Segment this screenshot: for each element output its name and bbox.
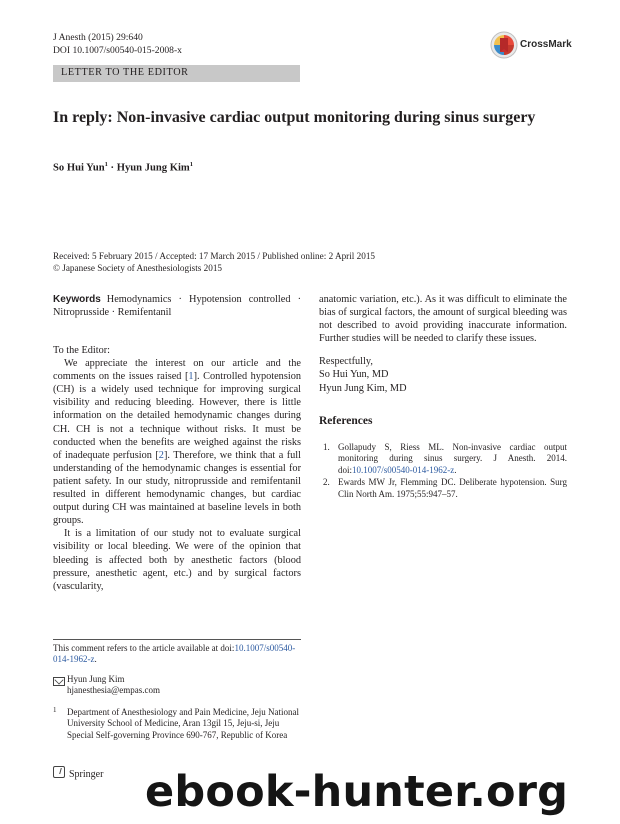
reference-text: Ewards MW Jr, Flemming DC. Deliberate hypotension. Surg Clin North Am. 1975;55:947–57.: [338, 477, 567, 499]
reference-number: 1.: [323, 442, 330, 452]
keywords-label: Keywords: [53, 294, 101, 305]
salutation: To the Editor:: [53, 345, 111, 356]
section-banner: [53, 65, 300, 82]
corresponding-email[interactable]: hjanesthesia@empas.com: [67, 685, 161, 696]
footnote-end: .: [94, 654, 97, 665]
doi-link[interactable]: 10.1007/s00540-014-1962-z: [352, 464, 455, 475]
mail-icon: [53, 677, 65, 686]
body-paragraph: It is a limitation of our study not to evaluate surgical visibility or local bleeding. We were of the opinion that bleeding is affected both by anesthetic factors (blood pressure, anesthetic agent, etc.) and by surgical factors (vascularity,: [53, 528, 301, 592]
crossmark-label: CrossMark: [520, 39, 572, 50]
closing: Respectfully,: [319, 356, 373, 368]
keywords: [53, 293, 301, 319]
affiliation-number: 1: [53, 706, 57, 714]
signature: So Hui Yun, MD: [319, 369, 389, 381]
signature: Hyun Jung Kim, MD: [319, 382, 407, 394]
publisher-name: Springer: [69, 769, 104, 780]
copyright-line: © Japanese Society of Anesthesiologists 2015: [53, 262, 223, 273]
publisher-logo: [53, 766, 103, 780]
doi-line: DOI 10.1007/s00540-015-2008-x: [53, 45, 182, 56]
affiliation-marker: 1: [189, 161, 194, 168]
body-text: ]. Controlled hypotension (CH) is a widely used technique for improving surgical visibility and reducing bleeding. However, there is little information on the detailed hemodynamic changes during CH. CH is not a technique without risks. It must be conducted when the benefits are weighed against the risks of inadequate perfusion [: [53, 371, 301, 461]
author-name[interactable]: Hyun Jung Kim: [116, 162, 190, 174]
affiliation-marker: 1: [104, 161, 108, 168]
author-list: [53, 161, 193, 174]
body-paragraph: [53, 357, 301, 527]
springer-icon: [53, 766, 65, 778]
publication-dates: Received: 5 February 2015 / Accepted: 17 March 2015 / Published online: 2 April 2015: [53, 251, 376, 261]
watermark: ebook-hunter.org: [145, 767, 569, 817]
author-name[interactable]: So Hui Yun: [53, 162, 105, 174]
journal-citation: J Anesth (2015) 29:640: [53, 32, 143, 43]
reference-end: .: [454, 464, 457, 475]
reference-list: [319, 442, 567, 501]
keywords-text: Hemodynamics · Hypotension controlled · Nitroprusside · Remifentanil: [53, 294, 301, 319]
reference-text: Gollapudy S, Riess ML. Non-invasive cardiac output monitoring during sinus surgery. J Anesth. 2014. doi:: [338, 442, 567, 475]
body-paragraph: anatomic variation, etc.). As it was difficult to eliminate the bias of surgical factors, the amount of surgical bleeding was not described to avoid providing inaccurate information. Further studies will be needed to clarify these issues.: [319, 294, 567, 345]
affiliation: Department of Anesthesiology and Pain Medicine, Jeju National University School of Medicine, Aran 13gil 15, Jeju-si, Jeju Special Self-governing Province 690-767, Republic of Korea: [67, 707, 299, 740]
comment-footnote: [53, 643, 301, 666]
body-text: We appreciate the interest on our article and the comments on the issues raised [: [53, 358, 301, 383]
author-separator: ·: [110, 162, 115, 174]
citation-link[interactable]: 2: [158, 449, 164, 461]
body-right-column: [319, 293, 567, 395]
crossmark-badge[interactable]: [490, 31, 578, 61]
body-text: ]. Therefore, we think that a full understanding of the hemodynamic changes is essential for patient safety. In our study, nitroprusside and remifentanil resulted in different hemodynamic changes, but cardiac output during CH was maintained at baseline levels in both groups.: [53, 449, 302, 527]
corresponding-author: [67, 674, 301, 697]
article-title: In reply: Non-invasive cardiac output monitoring during sinus surgery: [53, 109, 536, 126]
doi-link[interactable]: 10.1007/s00540-014-1962-z: [53, 643, 296, 665]
publication-history: [53, 251, 573, 274]
reference-item: [319, 442, 567, 476]
journal-info: [53, 31, 182, 57]
footnote-text: This comment refers to the article available at doi:: [53, 643, 235, 653]
body-left-column: [53, 344, 301, 593]
crossmark-icon: [490, 31, 518, 59]
citation-link[interactable]: 1: [188, 371, 194, 383]
section-banner-label: LETTER TO THE EDITOR: [61, 67, 189, 78]
reference-item: [319, 477, 567, 500]
corresponding-name: Hyun Jung Kim: [67, 674, 125, 684]
reference-number: 2.: [323, 477, 330, 488]
references-heading: References: [319, 415, 373, 427]
footnote-divider: [53, 639, 301, 640]
